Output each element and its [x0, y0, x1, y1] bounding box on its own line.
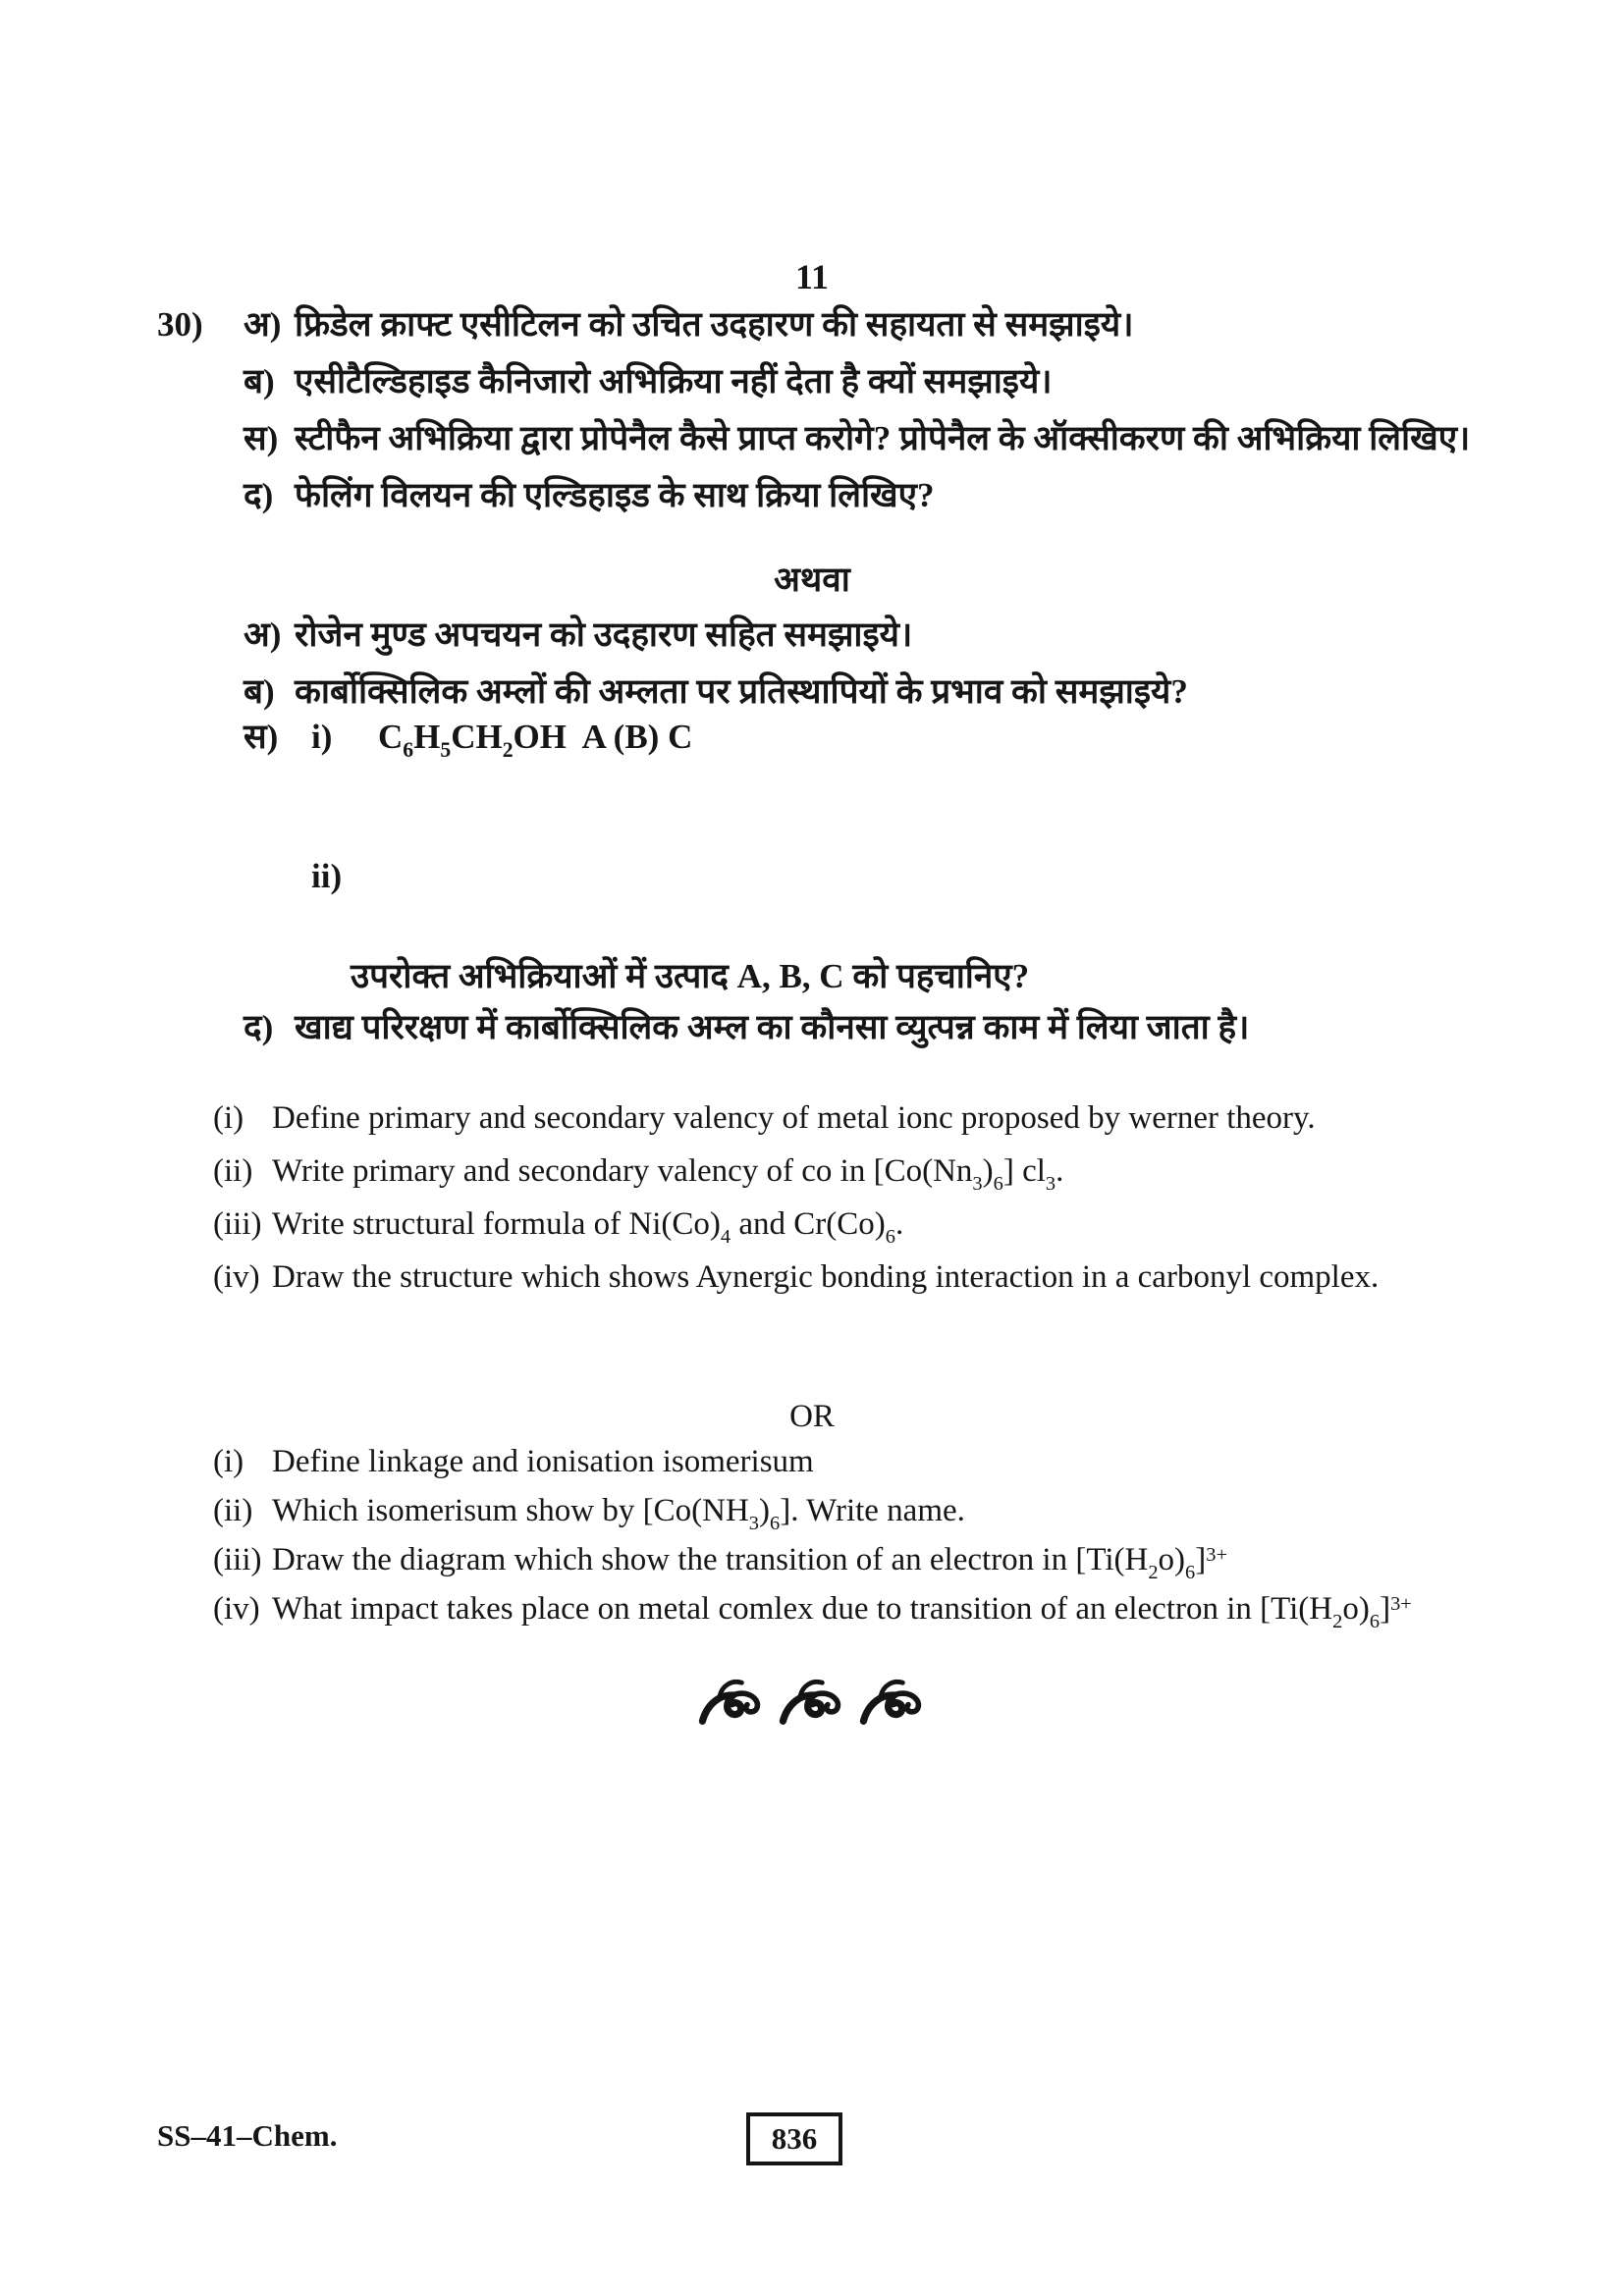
question-row [157, 353, 1516, 410]
part-label: अ) [244, 615, 282, 654]
question-row [157, 999, 1516, 1056]
item-marker: (iii) [213, 1206, 262, 1242]
exam-code: 836 [771, 2121, 818, 2156]
part-label: स) [244, 419, 279, 457]
item-marker: (iv) [213, 1591, 260, 1627]
question-row [157, 1584, 1516, 1633]
part-label: ब) [244, 672, 275, 711]
or-separator-hindi: अथवा [774, 561, 850, 599]
item-marker: (ii) [213, 1153, 253, 1189]
part-label: स) [244, 718, 279, 756]
question-row [157, 1437, 1516, 1486]
item-marker: (iii) [213, 1542, 262, 1577]
item-marker: (i) [213, 1100, 244, 1136]
item-text: Which isomerisum show by $[Co(NH_3)_6]$. Write name. [272, 1493, 965, 1534]
part-label: द) [244, 1008, 274, 1046]
question-row [157, 1198, 1516, 1251]
paper-code: SS–41–Chem. [157, 2118, 338, 2153]
part-text: रोजेन मुण्ड अपचयन को उदहारण सहित समझाइये। [295, 615, 913, 654]
exam-code-box [746, 2112, 842, 2165]
part-label: ब) [244, 362, 275, 400]
question-30-or-block [157, 607, 1516, 721]
item-text: Draw the diagram which show the transition of an electron in $[Ti(H_2o)_6]^{3+}$ [272, 1542, 1228, 1583]
question-row [157, 296, 1516, 353]
item-marker: (ii) [213, 1493, 253, 1528]
end-ornaments [157, 1675, 1467, 1736]
question-row [157, 1486, 1516, 1535]
part-text: एसीटैल्डिहाइड कैनिजारो अभिक्रिया नहीं देता है क्यों समझाइये। [295, 362, 1053, 400]
item-text: Define linkage and ionisation isomerisum [272, 1444, 814, 1479]
page-number: 11 [794, 257, 829, 296]
or-separator-english: OR [789, 1399, 835, 1434]
question-row [157, 607, 1516, 664]
part-text: खाद्य परिरक्षण में कार्बोक्सिलिक अम्ल का कौनसा व्युत्पन्न काम में लिया जाता है। [295, 1008, 1250, 1046]
part-text: कार्बोक्सिलिक अम्लों की अम्लता पर प्रतिस्थापियों के प्रभाव को समझाइये? [295, 672, 1188, 711]
question-row [157, 1145, 1516, 1198]
page-content [157, 0, 1516, 2296]
item-text: Draw the structure which shows Aynergic bonding interaction in a carbonyl complex. [272, 1259, 1380, 1295]
item-text: What impact takes place on metal comlex due to transition of an electron in $[Ti(H_2o)_6]^{3+}$ [272, 1591, 1412, 1632]
english-question-or-block [157, 1437, 1516, 1633]
question-row [157, 1251, 1516, 1304]
sub-part-label: ii) [311, 857, 343, 895]
item-marker: (iv) [213, 1259, 260, 1295]
question-row [157, 1092, 1516, 1145]
part-label: द) [244, 476, 274, 514]
question-row [157, 1535, 1516, 1584]
item-text: Define primary and secondary valency of metal ionc proposed by werner theory. [272, 1100, 1316, 1136]
question-row-formula [157, 709, 1516, 766]
part-text: स्टीफैन अभिक्रिया द्वारा प्रोपेनैल कैसे प्राप्त करोगे? प्रोपेनैल के ऑक्सीकरण की अभिक्रिया लिखिए। [295, 419, 1471, 457]
flourish-icon [777, 1675, 847, 1736]
question-row [157, 467, 1516, 524]
item-text: Write primary and secondary valency of co in $[Co(Nn_3)_6]$ $cl_3$. [272, 1153, 1064, 1195]
chemical-formula: $C_6H_5CH_2OH$ A (B) C [378, 718, 693, 763]
question-row [157, 410, 1516, 467]
item-text: Write structural formula of $Ni(Co)_4$ and $Cr(Co)_6$. [272, 1206, 904, 1248]
flourish-icon [857, 1675, 928, 1736]
part-text: फ्रिडेल क्राफ्ट एसीटिलन को उचित उदहारण की सहायता से समझाइये। [295, 305, 1134, 344]
question-30-block [157, 296, 1516, 524]
english-question-block [157, 1092, 1516, 1304]
item-marker: (i) [213, 1444, 244, 1479]
identify-products-line: उपरोक्त अभिक्रियाओं में उत्पाद A, B, C को पहचानिए? [351, 957, 1030, 995]
question-number: 30) [157, 305, 203, 344]
part-text: फेलिंग विलयन की एल्डिहाइड के साथ क्रिया लिखिए? [295, 476, 935, 514]
part-label: अ) [244, 305, 282, 344]
flourish-icon [696, 1675, 767, 1736]
sub-part-label: i) [311, 718, 333, 756]
